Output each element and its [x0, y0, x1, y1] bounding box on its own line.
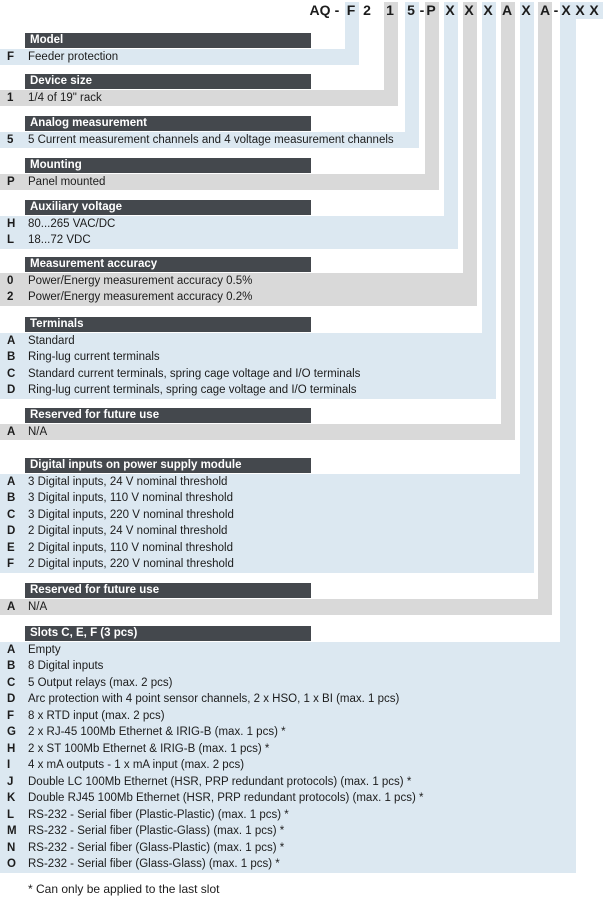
option-description: 8 Digital inputs: [28, 660, 104, 672]
option-description: Ring-lug current terminals, spring cage voltage and I/O terminals: [28, 384, 357, 396]
option-description: 5 Current measurement channels and 4 voltage measurement channels: [28, 133, 394, 146]
section-header-model: Model: [25, 33, 311, 48]
code-char-static: -: [419, 2, 425, 18]
section-header-terminals: Terminals: [25, 317, 311, 332]
section-header-auxiliary-voltage: Auxiliary voltage: [25, 200, 311, 215]
option-code-letter: 5: [7, 133, 14, 146]
code-char-slots: X: [575, 2, 585, 18]
option-code-letter: L: [7, 808, 15, 821]
option-code-letter: E: [7, 541, 15, 554]
option-code-letter: D: [7, 525, 16, 537]
option-row: [0, 741, 576, 758]
option-row: [0, 289, 477, 306]
section-header-analog-measurement: Analog measurement: [25, 116, 311, 131]
section-options-reserved-1: [0, 424, 515, 441]
section-header-device-size: Device size: [25, 74, 311, 89]
option-code-letter: D: [7, 693, 16, 705]
code-char-static: -: [334, 2, 340, 18]
section-header-reserved-1: Reserved for future use: [25, 408, 311, 423]
option-description: 4 x mA outputs - 1 x mA input (max. 2 pcs): [28, 759, 245, 771]
option-code-letter: J: [7, 775, 14, 788]
section-header-mounting: Mounting: [25, 158, 311, 173]
section-header-reserved-2: Reserved for future use: [25, 583, 311, 598]
option-description: Arc protection with 4 point sensor channels, 2 x HSO, 1 x BI (max. 1 pcs): [28, 693, 400, 705]
option-description: 3 Digital inputs, 24 V nominal threshold: [28, 475, 228, 488]
option-row: [0, 599, 552, 616]
code-char-device-size: 1: [386, 2, 394, 18]
option-description: Panel mounted: [28, 175, 106, 188]
option-row: [0, 132, 419, 149]
section-options-slots: [0, 642, 576, 873]
option-code-letter: O: [7, 858, 16, 870]
section-header-measurement-accuracy: Measurement accuracy: [25, 257, 311, 272]
option-code-letter: D: [7, 384, 16, 396]
option-row: [0, 216, 458, 233]
section-header-slots: Slots C, E, F (3 pcs): [25, 626, 311, 641]
option-description: 8 x RTD input (max. 2 pcs): [28, 709, 165, 722]
section-options-terminals: [0, 333, 496, 399]
section-options-device-size: [0, 90, 398, 107]
option-row: [0, 556, 534, 573]
option-description: Standard current terminals, spring cage voltage and I/O terminals: [28, 367, 361, 380]
option-row: [0, 523, 534, 540]
option-description: N/A: [28, 425, 48, 438]
code-char-digital-inputs: X: [521, 2, 531, 18]
footnote-last-slot: * Can only be applied to the last slot: [28, 882, 220, 896]
option-code-letter: L: [7, 234, 15, 246]
option-description: RS-232 - Serial fiber (Plastic-Plastic) (max. 1 pcs) *: [28, 808, 289, 821]
code-connector-band-auxiliary-voltage: [444, 2, 458, 249]
option-description: Power/Energy measurement accuracy 0.2%: [28, 291, 253, 303]
option-row: [0, 349, 496, 366]
option-description: RS-232 - Serial fiber (Glass-Plastic) (max. 1 pcs) *: [28, 841, 285, 854]
option-code-letter: K: [7, 792, 16, 804]
option-code-letter: A: [7, 425, 16, 438]
option-code-letter: 1: [7, 91, 14, 104]
code-char-auxiliary-voltage: X: [445, 2, 455, 18]
option-row: [0, 474, 534, 491]
option-row: [0, 675, 576, 692]
option-row: [0, 90, 398, 107]
section-header-digital-inputs: Digital inputs on power supply module: [25, 458, 311, 473]
option-description: 2 x RJ-45 100Mb Ethernet & IRIG-B (max. 1 pcs) *: [28, 726, 286, 738]
option-row: [0, 424, 515, 441]
option-code-letter: B: [7, 492, 16, 504]
option-row: [0, 333, 496, 350]
option-description: Ring-lug current terminals: [28, 351, 160, 363]
option-code-letter: P: [7, 175, 15, 188]
section-options-model: [0, 49, 359, 66]
section-options-auxiliary-voltage: [0, 216, 458, 249]
option-description: 3 Digital inputs, 110 V nominal threshold: [28, 492, 233, 504]
code-char-reserved-1: A: [501, 2, 513, 18]
option-row: [0, 642, 576, 659]
option-row: [0, 790, 576, 807]
option-code-letter: 0: [7, 274, 14, 287]
code-char-model: F: [346, 2, 356, 18]
code-connector-band-reserved-2: [538, 2, 552, 615]
option-description: Empty: [28, 643, 61, 656]
option-row: [0, 691, 576, 708]
option-description: N/A: [28, 600, 48, 613]
option-row: [0, 724, 576, 741]
option-code-letter: H: [7, 742, 16, 755]
code-char-terminals: X: [483, 2, 493, 18]
option-row: [0, 540, 534, 557]
option-row: [0, 490, 534, 507]
code-char-analog-measurement: 5: [407, 2, 415, 18]
option-description: 5 Output relays (max. 2 pcs): [28, 676, 173, 689]
option-description: 18...72 VDC: [28, 234, 91, 246]
option-description: RS-232 - Serial fiber (Glass-Glass) (max. 1 pcs) *: [28, 858, 280, 870]
option-row: [0, 49, 359, 66]
option-code-letter: A: [7, 475, 16, 488]
section-options-mounting: [0, 174, 439, 191]
option-description: 2 Digital inputs, 220 V nominal threshold: [28, 558, 234, 570]
option-code-letter: F: [7, 709, 15, 722]
option-row: [0, 382, 496, 399]
code-connector-band-mounting: [425, 2, 439, 190]
option-description: Double LC 100Mb Ethernet (HSR, PRP redundant protocols) (max. 1 pcs) *: [28, 775, 412, 788]
option-row: [0, 757, 576, 774]
option-row: [0, 507, 534, 524]
option-code-letter: F: [7, 558, 15, 570]
code-char-slots: X: [561, 2, 571, 18]
option-description: Double RJ45 100Mb Ethernet (HSR, PRP redundant protocols) (max. 1 pcs) *: [28, 792, 424, 804]
code-char-static: 2: [363, 2, 371, 18]
code-char-reserved-2: A: [539, 2, 551, 18]
option-row: [0, 807, 576, 824]
option-row: [0, 232, 458, 249]
option-code-letter: M: [7, 825, 17, 837]
option-description: 1/4 of 19" rack: [28, 91, 102, 104]
option-row: [0, 823, 576, 840]
option-code-letter: B: [7, 351, 16, 363]
option-code-letter: C: [7, 508, 16, 521]
section-options-measurement-accuracy: [0, 273, 477, 306]
section-options-reserved-2: [0, 599, 552, 616]
option-code-letter: G: [7, 726, 16, 738]
section-options-digital-inputs: [0, 474, 534, 573]
option-row: [0, 174, 439, 191]
option-description: Feeder protection: [28, 50, 119, 63]
code-char-static: AQ: [309, 2, 331, 18]
option-code-letter: I: [7, 759, 11, 771]
code-connector-band-measurement-accuracy: [463, 2, 477, 306]
option-code-letter: A: [7, 600, 16, 613]
option-code-letter: N: [7, 841, 16, 854]
option-code-letter: C: [7, 367, 16, 380]
option-description: 3 Digital inputs, 220 V nominal threshold: [28, 508, 234, 521]
code-connector-band-reserved-1: [501, 2, 515, 440]
option-code-letter: 2: [7, 291, 14, 303]
section-options-analog-measurement: [0, 132, 419, 149]
option-row: [0, 840, 576, 857]
option-row: [0, 708, 576, 725]
option-row: [0, 658, 576, 675]
code-char-static: -: [553, 2, 559, 18]
option-code-letter: A: [7, 643, 16, 656]
code-char-measurement-accuracy: X: [464, 2, 474, 18]
option-code-letter: F: [7, 50, 15, 63]
option-description: 2 x ST 100Mb Ethernet & IRIG-B (max. 1 pcs) *: [28, 742, 270, 755]
option-row: [0, 774, 576, 791]
code-char-mounting: P: [426, 2, 436, 18]
option-description: 2 Digital inputs, 110 V nominal threshold: [28, 541, 233, 554]
option-row: [0, 856, 576, 873]
code-char-slots: X: [589, 2, 599, 18]
option-description: RS-232 - Serial fiber (Plastic-Glass) (max. 1 pcs) *: [28, 825, 285, 837]
option-row: [0, 366, 496, 383]
option-code-letter: A: [7, 334, 16, 347]
option-code-letter: H: [7, 217, 16, 230]
option-code-letter: B: [7, 660, 16, 672]
code-connector-band-analog-measurement: [405, 2, 419, 148]
option-description: 2 Digital inputs, 24 V nominal threshold: [28, 525, 228, 537]
option-description: 80...265 VAC/DC: [28, 217, 116, 230]
option-code-letter: C: [7, 676, 16, 689]
option-row: [0, 273, 477, 290]
option-description: Standard: [28, 334, 75, 347]
option-description: Power/Energy measurement accuracy 0.5%: [28, 274, 253, 287]
